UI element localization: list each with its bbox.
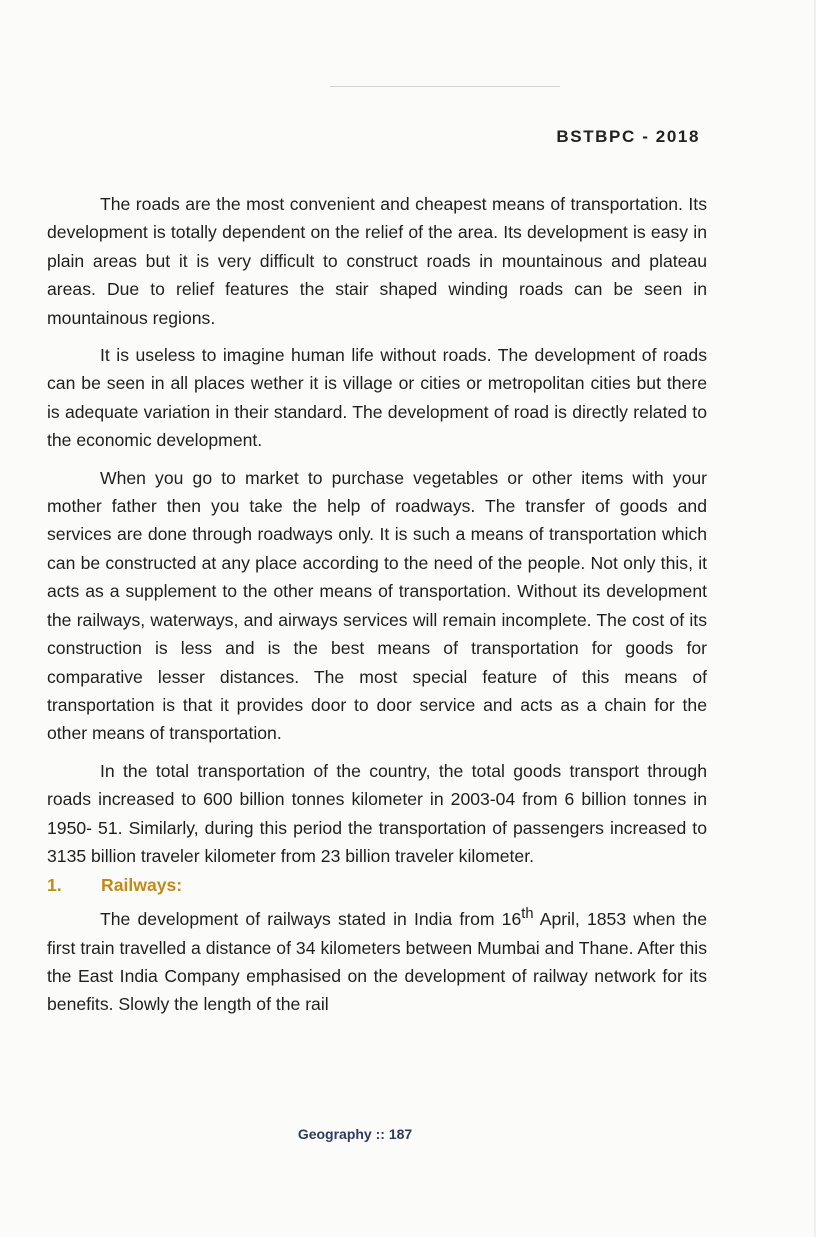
- document-code: BSTBPC - 2018: [556, 127, 700, 146]
- date-superscript: th: [521, 906, 534, 923]
- paragraph-roads-statistics: In the total transportation of the country, the total goods transport through roads increased to 600 billion tonnes kilometer in 2003-04 from 6 billion tonnes in 1950- 51. Similarly, during this period the transportation of passengers increased to 3135 billion traveler kilometer from 23 billion traveler kilometer.: [47, 760, 707, 866]
- paragraph-roads-life: It is useless to imagine human life without roads. The development of roads can be seen in all places wether it is village or cities or metropolitan cities but there is adequate variation in their standard. The development of road is directly related to the economic development.: [47, 345, 707, 451]
- paragraph-roads-intro: The roads are the most convenient and cheapest means of transportation. Its development is totally dependent on the relief of the area. Its development is easy in plain areas but it is very difficult to construct roads in mountainous and plateau areas. Due to relief features the stair shaped winding roads can be seen in mountainous regions.: [47, 194, 707, 328]
- railways-text-start: The development of railways stated in India from 16: [100, 909, 522, 930]
- section-number: 1.: [47, 875, 62, 896]
- paragraph-roads-market: When you go to market to purchase vegetables or other items with your mother father then you take the help of roadways. The transfer of goods and services are done through roadways only. It is such a means of transportation which can be constructed at any place according to the need of the people. Not only this, it acts as a supplement to the other means of transportation. Without its development the railways, waterways, and airways services will remain incomplete. The cost of its construction is less and is the best means of transportation for goods for comparative lesser distances. The most special feature of this means of transportation is that it provides door to door service and acts as a chain for the other means of transportation.: [47, 467, 707, 744]
- railways-text-end: April, 1853 when the first train travelled a distance of 34 kilometers between Mumbai and Thane. After this the East India Company emphasised on the development of railway network for its benefits. Slowly the length of the rail: [47, 909, 707, 1015]
- paragraph-railways: [47, 900, 707, 1018]
- section-title: Railways:: [101, 875, 183, 896]
- section-heading-railways: [47, 870, 707, 900]
- top-divider: [330, 86, 560, 87]
- page-footer: Geography :: 187: [297, 1126, 413, 1142]
- page-body: [47, 190, 707, 1019]
